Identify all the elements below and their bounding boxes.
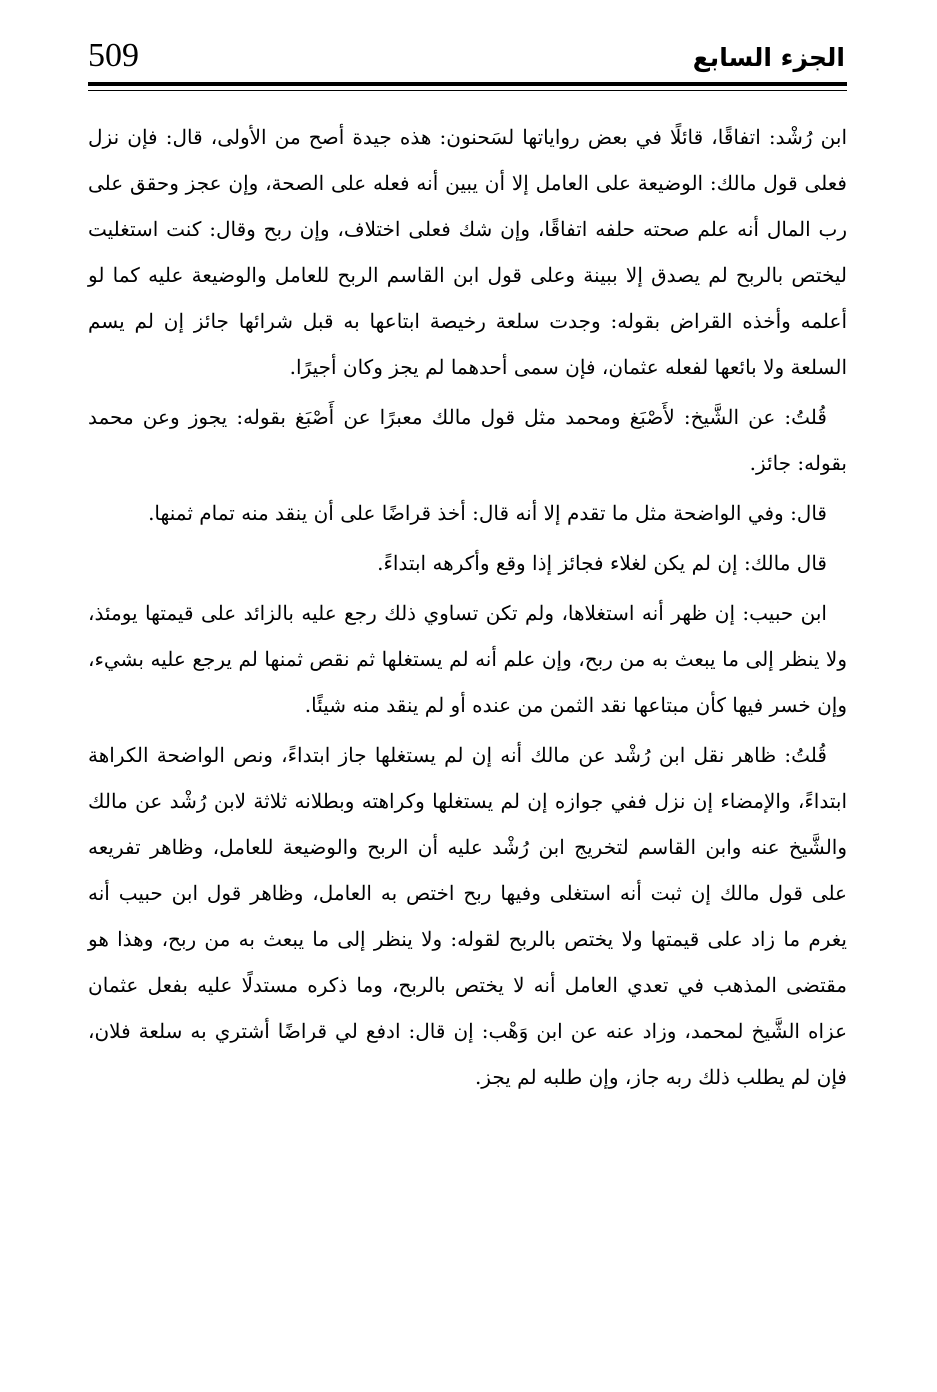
paragraph-3: قال: وفي الواضحة مثل ما تقدم إلا أنه قال: أخذ قراضًا على أن ينقد منه تمام ثمنها. [148,501,827,525]
paragraph-4: قال مالك: إن لم يكن لغلاء فجائز إذا وقع وأكرهه ابتداءً. [377,551,827,575]
paragraph-1: ابن رُشْد: اتفاقًا، قائلًا في بعض رواياتها لسَحنون: هذه جيدة أصح من الأولى، قال: فإن نزل فعلى قول مالك: الوضيعة على العامل إلا أن يبين أنه فعله على الصحة، وإن عجز وحقق على رب المال أنه علم صحته حلفه اتفاقًا، وإن شك فعلى اختلاف، وإن ربح وقال: كنت استغليت ليختص بالربح لم يصدق إلا ببينة وعلى قول ابن القاسم الربح للعامل والوضيعة عليه كما لو أعلمه وأخذه القراض بقوله: وجدت سلعة رخيصة ابتاعها به قبل شرائها جائز إن لم يسم السلعة ولا بائعها لفعله عثمان، فإن سمى أحدهما لم يجز وكان أجيرًا. [88,125,847,379]
running-title: الجزء السابع [692,43,845,72]
header-rule-thin [88,90,847,91]
page-number: 509 [88,37,139,74]
paragraph-2: قُلتُ: عن الشَّيخ: لأَصْبَغ ومحمد مثل قول مالك معبرًا عن أَصْبَغ بقوله: يجوز وعن محمد بقوله: جائز. [88,405,847,475]
paragraph-5: ابن حبيب: إن ظهر أنه استغلاها، ولم تكن تساوي ذلك رجع عليه بالزائد على قيمتها يومئذ، ولا ينظر إلى ما يبعث به من ربح، وإن علم أنه لم يستغلها ثم نقص ثمنها لم يرجع عليه بشيء، وإن خسر فيها كأن مبتاعها نقد الثمن من عنده أو لم ينقد منه شيئًا. [88,601,847,717]
header-rule-thick [88,82,847,86]
paragraph-6: قُلتُ: ظاهر نقل ابن رُشْد عن مالك أنه إن لم يستغلها جاز ابتداءً، ونص الواضحة الكراهة ابتداءً، والإمضاء إن نزل ففي جوازه إن لم يستغلها وكراهته وبطلانه ثلاثة لابن رُشْد عن مالك والشَّيخ عنه وابن القاسم لتخريج ابن رُشْد عليه أن الربح والوضيعة للعامل، وظاهر تفريعه على قول مالك إن ثبت أنه استغلى وفيها ربح اختص به العامل، وظاهر قول ابن حبيب أنه يغرم ما زاد على قيمتها ولا يختص بالربح لقوله: ولا ينظر إلى ما يبعث به من ربح، وهذا هو مقتضى المذهب في تعدي العامل أنه لا يختص بالربح، وما ذكره مستدلًا عليه بفعل عثمان عزاه الشَّيخ لمحمد، وزاد عنه عن ابن وَهْب: إن قال: ادفع لي قراضًا أشتري به سلعة فلان، فإن لم يطلب ذلك ربه جاز، وإن طلبه لم يجز. [88,743,847,1089]
body-text [88,114,847,1104]
